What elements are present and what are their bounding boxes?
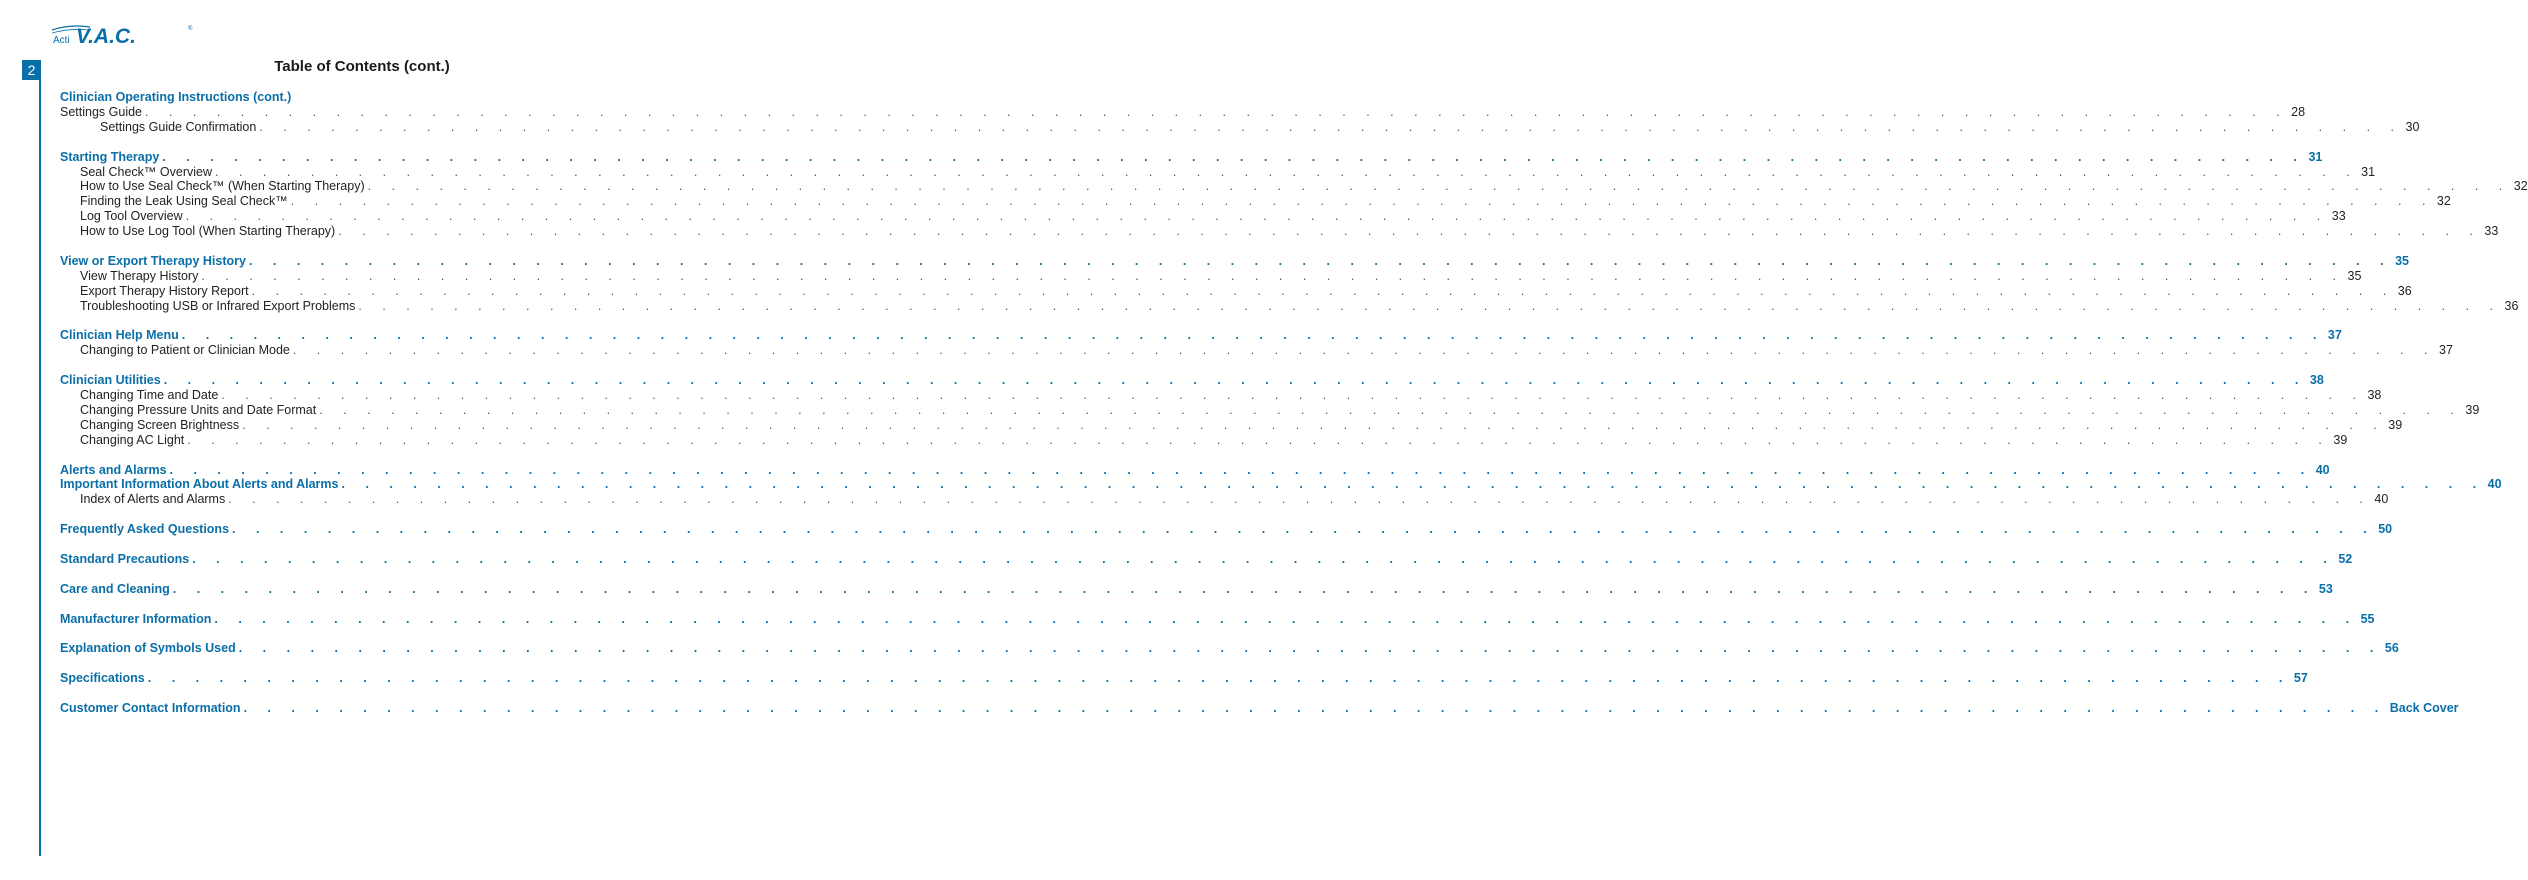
toc-entry-label: Customer Contact Information [60,700,241,715]
section-spacer [60,507,615,522]
toc-entry-page: 30 [2405,119,2420,134]
toc-entry[interactable] [60,417,2403,433]
toc-entry-page: 32 [2436,194,2451,209]
toc-entry[interactable] [60,388,2382,403]
dot-leader: . . . . . . . . . . . . . . . . . . . . . . . . . . . . . . . . . . . . . . . . . . . . . . . . . . . . . . . . . . . . . . . . . . . . . . . . . . . . . . . . . . . . . . . . . . [290,194,2434,209]
dot-leader: . . . . . . . . . . . . . . . . . . . . . . . . . . . . . . . . . . . . . . . . . . . . . . . . . . . . . . . . . . . . . . . . . . . . . . . . . . . . . . . . . . . . . . . . . . [242,417,2386,432]
dot-leader: . . . . . . . . . . . . . . . . . . . . . . . . . . . . . . . . . . . . . . . . . . . . . . . . . . . . . . . . . . . . . . . . . . . . . . . . . . . . . . . . . . . . . . . . . . [251,283,2395,298]
toc-entry-label: Alerts and Alarms [60,462,167,477]
toc-entry-label: Index of Alerts and Alarms [80,492,226,507]
dot-leader: . . . . . . . . . . . . . . . . . . . . . . . . . . . . . . . . . . . . . . . . . . . . . . . . . . . . . . . . . . . . . . . . . . . . . . . . . . . . . . . . . . . . . . . . . . [338,224,2482,239]
dot-leader: . . . . . . . . . . . . . . . . . . . . . . . . . . . . . . . . . . . . . . . . . . . . . . . . . . . . . . . . . . . . . . . . . . . . . . . . . . . . . . . . . . . . . . . . . . [232,522,2376,537]
toc-entry-label: View Therapy History [80,268,199,283]
page-number: 2 [22,60,41,80]
dot-leader: . . . . . . . . . . . . . . . . . . . . . . . . . . . . . . . . . . . . . . . . . . . . . . . . . . . . . . . . . . . . . . . . . . . . . . . . . . . . . . . . . . . . . . . . . . [367,179,2511,194]
section-spacer [60,537,615,552]
dot-leader: . . . . . . . . . . . . . . . . . . . . . . . . . . . . . . . . . . . . . . . . . . . . . . . . . . . . . . . . . . . . . . . . . . . . . . . . . . . . . . . . . . . . . . . . . . [228,492,2372,507]
dot-leader: . . . . . . . . . . . . . . . . . . . . . . . . . . . . . . . . . . . . . . . . . . . . . . . . . . . . . . . . . . . . . . . . . . . . . . . . . . . . . . . . . . . . . . . . . . [163,373,2307,388]
page-margin-rule [39,60,41,856]
dot-leader: . . . . . . . . . . . . . . . . . . . . . . . . . . . . . . . . . . . . . . . . . . . . . . . . . . . . . . . . . . . . . . . . . . . . . . . . . . . . . . . . . . . . . . . . . . [181,328,2325,343]
dot-leader: . . . . . . . . . . . . . . . . . . . . . . . . . . . . . . . . . . . . . . . . . . . . . . . . . . . . . . . . . . . . . . . . . . . . . . . . . . . . . . . . . . . . . . . . . . [169,462,2313,477]
section-spacer [60,135,615,150]
toc-entry-label: Finding the Leak Using Seal Check™ [80,194,288,209]
toc-entry-label: How to Use Log Tool (When Starting Therapy) [80,224,336,239]
section-spacer [60,314,615,329]
dot-leader: . . . . . . . . . . . . . . . . . . . . . . . . . . . . . . . . . . . . . . . . . . . . . . . . . . . . . . . . . . . . . . . . . . . . . . . . . . . . . . . . . . . . . . . . . . [215,164,2359,179]
toc-entry-page: 52 [2338,551,2353,566]
toc-entry[interactable] [60,209,2346,224]
toc-entry-page: 37 [2439,343,2453,358]
toc-entry[interactable] [60,700,2459,716]
toc-entry-page: 53 [2318,581,2333,596]
toc-entry[interactable] [60,671,2308,686]
section-spacer [60,656,615,671]
toc-entry[interactable] [60,164,2376,180]
toc-entry[interactable] [60,283,2412,299]
dot-leader: . . . . . . . . . . . . . . . . . . . . . . . . . . . . . . . . . . . . . . . . . . . . . . . . . . . . . . . . . . . . . . . . . . . . . . . . . . . . . . . . . . . . . . . . . . [145,104,2289,119]
toc-entry-page: 39 [2333,432,2348,447]
toc-entry-label: Clinician Utilities [60,373,161,388]
svg-text:®: ® [188,26,193,32]
toc-entry-page: 36 [2397,283,2412,298]
toc-entry[interactable] [60,462,2330,478]
page-title: Table of Contents (cont.) [274,58,450,75]
toc-entry-page: 40 [2374,492,2389,507]
toc-entry[interactable] [60,611,2375,627]
toc-entry-label: Settings Guide Confirmation [100,119,257,134]
section-spacer [60,597,615,612]
toc-entry[interactable] [60,104,2306,120]
toc-entry-label: Clinician Operating Instructions (cont.) [60,90,292,104]
toc-entry-page: 40 [2315,462,2330,477]
toc-entry-label: Frequently Asked Questions [60,522,230,537]
toc-entry-label: Care and Cleaning [60,581,170,596]
toc-entry[interactable] [60,551,2353,567]
toc-entry[interactable] [60,194,2451,209]
toc-entry[interactable] [60,477,2502,492]
section-spacer [60,358,615,373]
toc-entry[interactable] [60,224,2499,239]
dot-leader: . . . . . . . . . . . . . . . . . . . . . . . . . . . . . . . . . . . . . . . . . . . . . . . . . . . . . . . . . . . . . . . . . . . . . . . . . . . . . . . . . . . . . . . . . . [358,298,2502,313]
toc-entry[interactable] [60,373,2324,388]
toc-entry[interactable] [60,149,2323,165]
dot-leader: . . . . . . . . . . . . . . . . . . . . . . . . . . . . . . . . . . . . . . . . . . . . . . . . . . . . . . . . . . . . . . . . . . . . . . . . . . . . . . . . . . . . . . . . . . [292,343,2437,358]
dot-leader: . . . . . . . . . . . . . . . . . . . . . . . . . . . . . . . . . . . . . . . . . . . . . . . . . . . . . . . . . . . . . . . . . . . . . . . . . . . . . . . . . . . . . . . . . . [185,209,2329,224]
dot-leader: . . . . . . . . . . . . . . . . . . . . . . . . . . . . . . . . . . . . . . . . . . . . . . . . . . . . . . . . . . . . . . . . . . . . . . . . . . . . . . . . . . . . . . . . . . [214,611,2358,626]
toc-entry-page: 36 [2504,298,2519,313]
dot-leader: . . . . . . . . . . . . . . . . . . . . . . . . . . . . . . . . . . . . . . . . . . . . . . . . . . . . . . . . . . . . . . . . . . . . . . . . . . . . . . . . . . . . . . . . . . [201,268,2345,283]
toc-entry-page: 28 [2291,104,2306,119]
toc-entry-page: 37 [2327,328,2342,343]
toc-entry-label: Changing AC Light [80,432,185,447]
toc-entry[interactable] [60,253,2409,269]
section-spacer [60,239,615,254]
toc-entry-label: Seal Check™ Overview [80,164,212,179]
toc-entry[interactable] [60,343,2453,358]
toc-entry-page: 35 [2347,268,2362,283]
toc-entry-page: 31 [2361,164,2376,179]
toc-entry-label: Changing Screen Brightness [80,417,240,432]
toc-entry[interactable] [60,90,615,105]
toc-entry-label: Changing Pressure Units and Date Format [80,402,317,417]
toc-entry[interactable] [60,402,2480,418]
section-spacer [60,567,615,582]
dot-leader: . . . . . . . . . . . . . . . . . . . . . . . . . . . . . . . . . . . . . . . . . . . . . . . . . . . . . . . . . . . . . . . . . . . . . . . . . . . . . . . . . . . . . . . . . . [172,581,2316,596]
toc-entry-page: 39 [2465,402,2480,417]
toc-entry[interactable] [60,298,2519,314]
dot-leader: . . . . . . . . . . . . . . . . . . . . . . . . . . . . . . . . . . . . . . . . . . . . . . . . . . . . . . . . . . . . . . . . . . . . . . . . . . . . . . . . . . . . . . . . . . [238,641,2382,656]
toc-entry-label: Manufacturer Information [60,611,212,626]
toc-entry[interactable] [60,432,2348,448]
toc-entry-page: 38 [2309,373,2324,388]
dot-leader: . . . . . . . . . . . . . . . . . . . . . . . . . . . . . . . . . . . . . . . . . . . . . . . . . . . . . . . . . . . . . . . . . . . . . . . . . . . . . . . . . . . . . . . . . . [192,551,2336,566]
dot-leader: . . . . . . . . . . . . . . . . . . . . . . . . . . . . . . . . . . . . . . . . . . . . . . . . . . . . . . . . . . . . . . . . . . . . . . . . . . . . . . . . . . . . . . . . . . [162,149,2306,164]
toc-entry-label: View or Export Therapy History [60,253,246,268]
toc-entry-label: Settings Guide [60,104,142,119]
dot-leader: . . . . . . . . . . . . . . . . . . . . . . . . . . . . . . . . . . . . . . . . . . . . . . . . . . . . . . . . . . . . . . . . . . . . . . . . . . . . . . . . . . . . . . . . . . [259,119,2403,134]
toc-entry[interactable] [60,268,2362,284]
toc-entry-page: 33 [2331,209,2346,224]
toc-entry-page: 39 [2388,417,2403,432]
toc-entry-page: 32 [2513,179,2528,194]
toc-entry[interactable] [60,641,2399,656]
toc-entry-label: Changing Time and Date [80,388,219,403]
svg-text:Acti: Acti [53,35,70,46]
dot-leader: . . . . . . . . . . . . . . . . . . . . . . . . . . . . . . . . . . . . . . . . . . . . . . . . . . . . . . . . . . . . . . . . . . . . . . . . . . . . . . . . . . . . . . . . . . [248,253,2393,268]
section-spacer [60,686,615,701]
toc-entry-label: Troubleshooting USB or Infrared Export Problems [80,298,356,313]
section-spacer [60,448,615,463]
table-of-contents [60,90,2528,716]
dot-leader: . . . . . . . . . . . . . . . . . . . . . . . . . . . . . . . . . . . . . . . . . . . . . . . . . . . . . . . . . . . . . . . . . . . . . . . . . . . . . . . . . . . . . . . . . . [243,700,2387,715]
toc-entry-label: How to Use Seal Check™ (When Starting Therapy) [80,179,365,194]
dot-leader: . . . . . . . . . . . . . . . . . . . . . . . . . . . . . . . . . . . . . . . . . . . . . . . . . . . . . . . . . . . . . . . . . . . . . . . . . . . . . . . . . . . . . . . . . . [319,402,2463,417]
toc-entry-label: Explanation of Symbols Used [60,641,236,656]
toc-entry-page: 56 [2384,641,2399,656]
toc-entry-label: Export Therapy History Report [80,283,249,298]
toc-entry-label: Important Information About Alerts and Alarms [60,477,339,492]
toc-entry[interactable] [60,581,2333,597]
dot-leader: . . . . . . . . . . . . . . . . . . . . . . . . . . . . . . . . . . . . . . . . . . . . . . . . . . . . . . . . . . . . . . . . . . . . . . . . . . . . . . . . . . . . . . . . . . [221,388,2365,403]
dot-leader: . . . . . . . . . . . . . . . . . . . . . . . . . . . . . . . . . . . . . . . . . . . . . . . . . . . . . . . . . . . . . . . . . . . . . . . . . . . . . . . . . . . . . . . . . . [341,477,2485,492]
toc-entry[interactable] [60,179,2528,194]
svg-text:V.A.C.: V.A.C. [76,25,136,48]
toc-entry-page: 38 [2367,388,2382,403]
toc-entry-label: Clinician Help Menu [60,328,179,343]
toc-entry-page: 31 [2308,149,2323,164]
toc-entry-page: 40 [2487,477,2502,492]
dot-leader: . . . . . . . . . . . . . . . . . . . . . . . . . . . . . . . . . . . . . . . . . . . . . . . . . . . . . . . . . . . . . . . . . . . . . . . . . . . . . . . . . . . . . . . . . . [187,432,2331,447]
toc-entry[interactable] [60,492,2389,507]
toc-entry-page: 33 [2484,224,2499,239]
section-spacer [60,626,615,641]
toc-entry-label: Log Tool Overview [80,209,183,224]
toc-entry-page: 55 [2360,611,2375,626]
toc-entry-page: 35 [2395,253,2409,268]
toc-entry-page: Back Cover [2389,700,2459,715]
acti-vac-logo [50,22,195,46]
toc-entry-label: Changing to Patient or Clinician Mode [80,343,290,358]
dot-leader: . . . . . . . . . . . . . . . . . . . . . . . . . . . . . . . . . . . . . . . . . . . . . . . . . . . . . . . . . . . . . . . . . . . . . . . . . . . . . . . . . . . . . . . . . . [147,671,2291,686]
toc-entry[interactable] [60,119,2420,135]
toc-entry-page: 57 [2293,671,2308,686]
toc-entry-page: 50 [2378,522,2393,537]
toc-entry[interactable] [60,328,2342,343]
toc-entry[interactable] [60,522,2393,537]
toc-entry-label: Standard Precautions [60,551,190,566]
toc-entry-label: Specifications [60,671,145,686]
toc-entry-label: Starting Therapy [60,149,160,164]
